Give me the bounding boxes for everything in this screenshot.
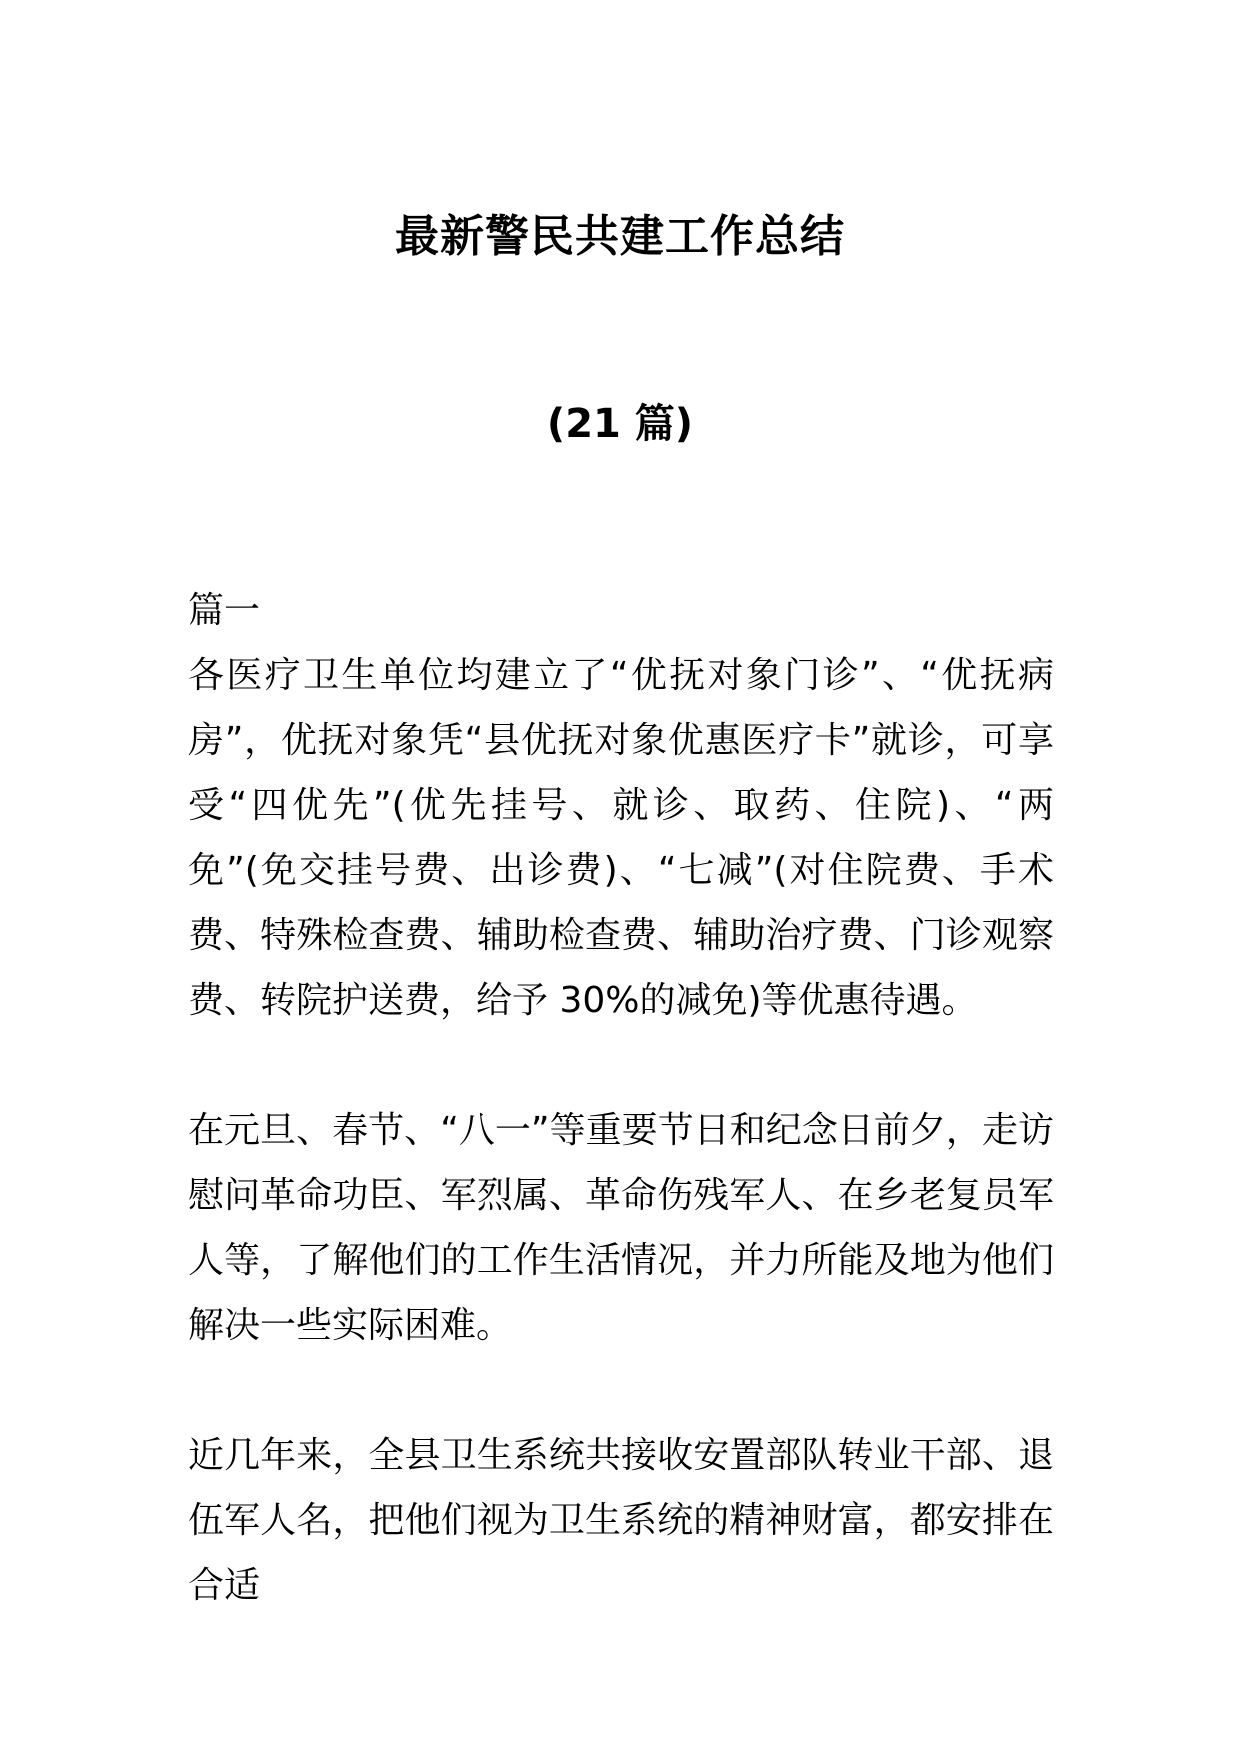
section-heading: 篇一 xyxy=(188,590,261,631)
document-subtitle: (21 篇) xyxy=(546,401,694,447)
document-title: 最新警民共建工作总结 xyxy=(395,211,845,262)
paragraph-1: 各医疗卫生单位均建立了“优抚对象门诊”、“优抚病房”，优抚对象凭“县优抚对象优惠医疗卡”就诊，可享受“四优先”(优先挂号、就诊、取药、住院)、“两免”(免交挂号费、出诊费)、“七减”(对住院费、手术费、特殊检查费、辅助检查费、辅助治疗费、门诊观察费、转院护送费，给予 30%的减免)等优惠待遇。 xyxy=(188,655,1054,1021)
paragraph-2: 在元旦、春节、“八一”等重要节日和纪念日前夕，走访慰问革命功臣、军烈属、革命伤残军人、在乡老复员军人等，了解他们的工作生活情况，并力所能及地为他们解决一些实际困难。 xyxy=(188,1110,1054,1346)
paragraph-3: 近几年来，全县卫生系统共接收安置部队转业干部、退伍军人名，把他们视为卫生系统的精神财富，都安排在合适 xyxy=(188,1435,1054,1606)
document-body xyxy=(188,578,1054,1683)
